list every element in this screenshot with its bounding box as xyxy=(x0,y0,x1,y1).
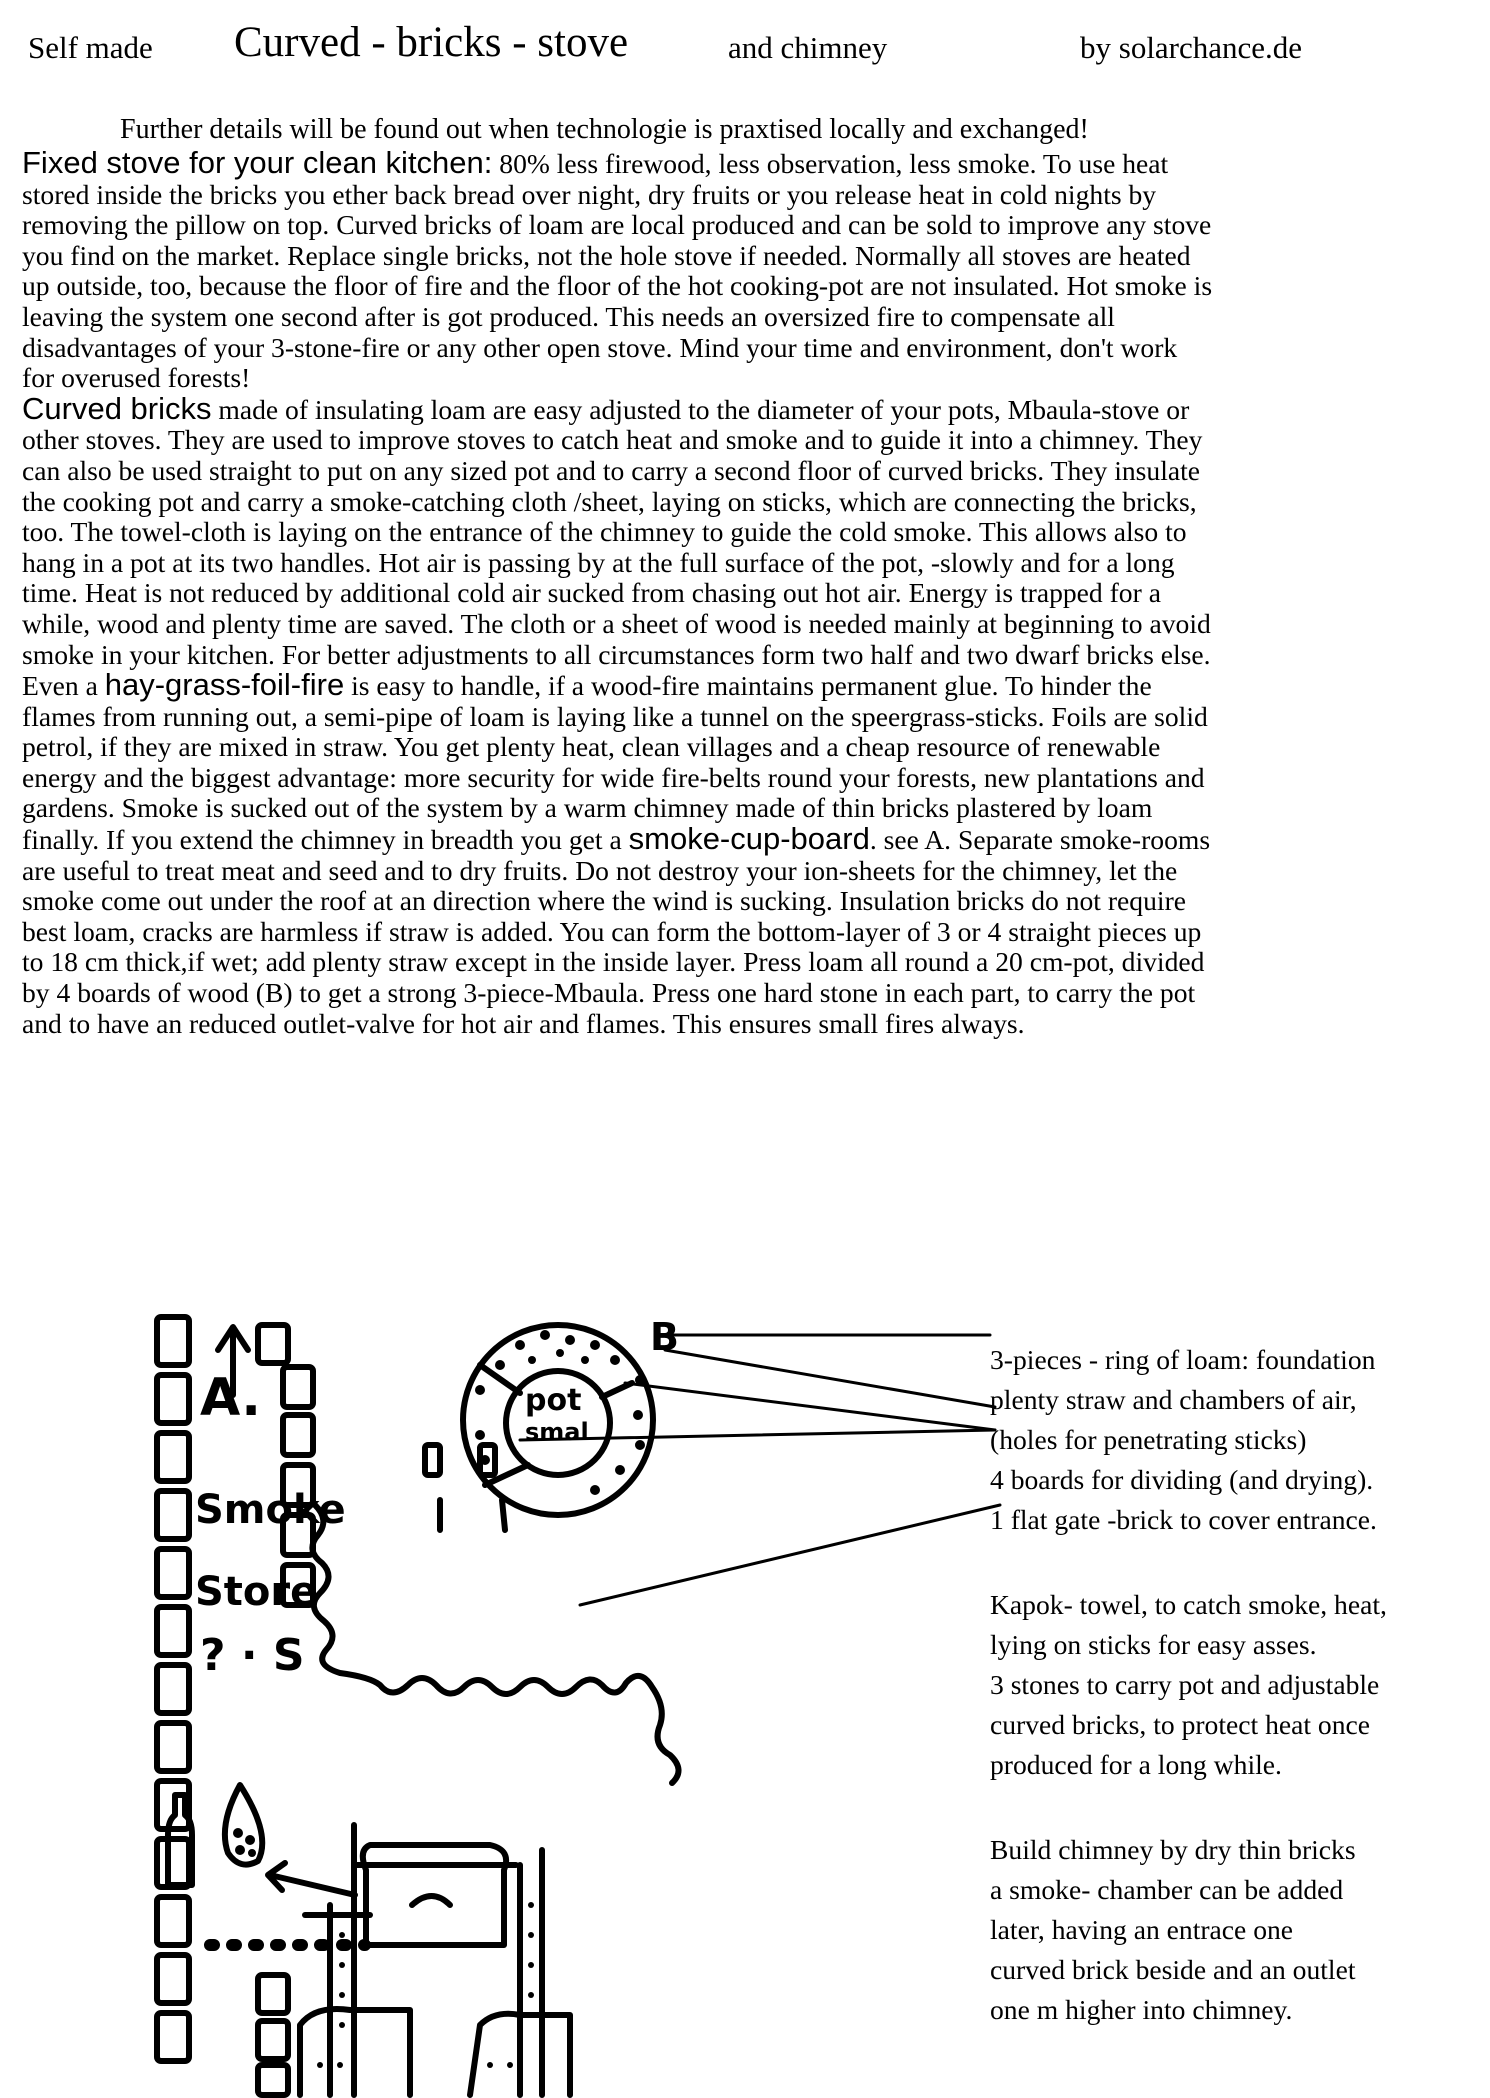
body-text xyxy=(22,145,1482,1039)
para2-line: too. The towel-cloth is laying on the entrance of the chimney to guide the cold smoke. This allows also to xyxy=(22,516,1187,548)
legend-line: one m higher into chimney. xyxy=(990,1994,1293,2025)
para3-line: energy and the biggest advantage: more security for wide fire-belts round your forests, new plantations and xyxy=(22,761,1205,793)
para3-line: are useful to treat meat and seed and to dry fruits. Do not destroy your ion-sheets for the chimney, let the xyxy=(22,854,1178,886)
para1-line: stored inside the bricks you ether back bread over night, dry fruits or you release heat in cold nights by xyxy=(22,178,1157,210)
label-smal: smal xyxy=(525,1418,589,1446)
para2-line xyxy=(22,390,1482,426)
para3-line: best loam, cracks are harmless if straw is added. You can form the bottom-layer of 3 or 4 straight pieces up xyxy=(22,915,1202,947)
legend-line: curved brick beside and an outlet xyxy=(990,1954,1356,1985)
legend-line: produced for a long while. xyxy=(990,1749,1282,1780)
label-a: A. xyxy=(200,1368,261,1428)
stove-right-wall xyxy=(520,1850,542,2095)
para1-line: you find on the market. Replace single bricks, not the hole stove if needed. Normally all stoves are heated xyxy=(22,239,1191,271)
sack-dots xyxy=(233,1828,256,1857)
smoke-coil xyxy=(312,1505,678,1783)
cooking-pot xyxy=(354,1845,516,1945)
para1-line: removing the pillow on top. Curved bricks of loam are local produced and can be sold to improve any stove xyxy=(22,209,1212,241)
para1-first: 80% less firewood, less observation, less smoke. To use heat xyxy=(492,148,1169,179)
label-smoke: Smoke xyxy=(195,1487,346,1533)
legend-line: 1 flat gate -brick to cover entrance. xyxy=(990,1504,1377,1535)
stove-drawing xyxy=(140,1305,1020,2098)
legend-line: 4 boards for dividing (and drying). xyxy=(990,1464,1374,1495)
para1-line: disadvantages of your 3-stone-fire or any other open stove. Mind your time and environment, don't work xyxy=(22,331,1178,363)
para3-first: is easy to handle, if a wood-fire maintains permanent glue. To hinder the xyxy=(344,670,1152,702)
para2-line: while, wood and plenty time are saved. The cloth or a sheet of wood is needed mainly at beginning to avoid xyxy=(22,607,1211,639)
label-question: ? · S xyxy=(200,1630,305,1681)
para3-line: smoke come out under the roof at an direction where the wind is sucking. Insulation bricks do not require xyxy=(22,885,1187,917)
drawing-legend xyxy=(990,1340,1470,2030)
header-self-made: Self made xyxy=(28,30,153,65)
legend-line: 3-pieces - ring of loam: foundation xyxy=(990,1344,1376,1375)
page-title: Curved - bricks - stove xyxy=(234,19,629,66)
legend-line: 3 stones to carry pot and adjustable xyxy=(990,1669,1380,1700)
legend-line: a smoke- chamber can be added xyxy=(990,1874,1344,1905)
label-b: B xyxy=(650,1315,679,1359)
para3-line: gardens. Smoke is sucked out of the system by a warm chimney made of thin bricks plastered by loam xyxy=(22,792,1153,824)
legend-line: Kapok- towel, to catch smoke, heat, xyxy=(990,1589,1387,1620)
page-subtitle: and chimney xyxy=(728,30,888,65)
page-header xyxy=(28,18,1468,78)
para3-line xyxy=(22,821,1482,857)
para3-line: to 18 cm thick,if wet; add plenty straw except in the inside layer. Press loam all round a 20 cm-pot, divided xyxy=(22,946,1205,978)
para3-line: by 4 boards of wood (B) to get a strong 3-piece-Mbaula. Press one hard stone in each part, to carry the pot xyxy=(22,977,1196,1009)
legend-line: later, having an entrace one xyxy=(990,1914,1294,1945)
label-pot: pot xyxy=(525,1383,582,1418)
legend-line: (holes for penetrating sticks) xyxy=(990,1424,1307,1455)
label-store: Store xyxy=(195,1569,318,1615)
para2-line: time. Heat is not reduced by additional cold air sucked from chasing out hot air. Energy is trapped for a xyxy=(22,577,1161,609)
para3-mid-pre: finally. If you extend the chimney in breadth you get a xyxy=(22,824,629,856)
para2-line: can also be used straight to put on any sized pot and to carry a second floor of curved bricks. They insulate xyxy=(22,454,1201,486)
para3-mid-lead: smoke-cup-board xyxy=(628,821,870,857)
para2-line: hang in a pot at its two handles. Hot air is passing by at the full surface of the pot, -slowly and for a long xyxy=(22,546,1175,578)
para2-line: other stoves. They are used to improve stoves to catch heat and smoke and to guide it into a chimney. They xyxy=(22,424,1203,456)
para3-mid-post: . see A. Separate smoke-rooms xyxy=(869,824,1211,856)
left-arrow-icon xyxy=(268,1863,355,1895)
legend-line: curved bricks, to protect heat once xyxy=(990,1709,1371,1740)
para3-pre: Even a xyxy=(22,670,105,702)
para1-line: up outside, too, because the floor of fire and the floor of the hot cooking-pot are not insulated. Hot smoke is xyxy=(22,270,1213,302)
intro-line: Further details will be found out when technologie is praxtised locally and exchanged! xyxy=(120,114,1089,145)
para3-line: petrol, if they are mixed in straw. You get plenty heat, clean villages and a cheap resource of renewable xyxy=(22,731,1161,763)
para2-first: made of insulating loam are easy adjusted to the diameter of your pots, Mbaula-stove or xyxy=(211,393,1190,425)
para1-line: for overused forests! xyxy=(22,362,251,394)
para2-line: the cooking pot and carry a smoke-catching cloth /sheet, laying on sticks, which are connecting the bricks, xyxy=(22,485,1197,517)
legend-line: plenty straw and chambers of air, xyxy=(990,1384,1357,1415)
para1-line: leaving the system one second after is got produced. This needs an oversized fire to compensate all xyxy=(22,300,1115,332)
para1-lead: Fixed stove for your clean kitchen: xyxy=(22,145,493,180)
legend-line: Build chimney by dry thin bricks xyxy=(990,1834,1356,1865)
chimney-right-bricks xyxy=(258,1325,313,2095)
para3-lead: hay-grass-foil-fire xyxy=(104,667,345,703)
chimney-left-bricks xyxy=(157,1317,189,2061)
para2-lead: Curved bricks xyxy=(22,390,212,426)
para3-line: and to have an reduced outlet-valve for hot air and flames. This ensures small fires always. xyxy=(22,1007,1025,1039)
pointer-lines xyxy=(520,1335,1000,1605)
para2-line: smoke in your kitchen. For better adjustments to all circumstances form two half and two dwarf bricks else. xyxy=(22,638,1211,670)
legend-line: lying on sticks for easy asses. xyxy=(990,1629,1317,1660)
para3-line xyxy=(22,667,1482,703)
para1-line xyxy=(22,145,1482,180)
para3-line: flames from running out, a semi-pipe of loam is laying like a tunnel on the speergrass-sticks. Foils are solid xyxy=(22,700,1208,732)
author-credit: by solarchance.de xyxy=(1080,30,1303,65)
